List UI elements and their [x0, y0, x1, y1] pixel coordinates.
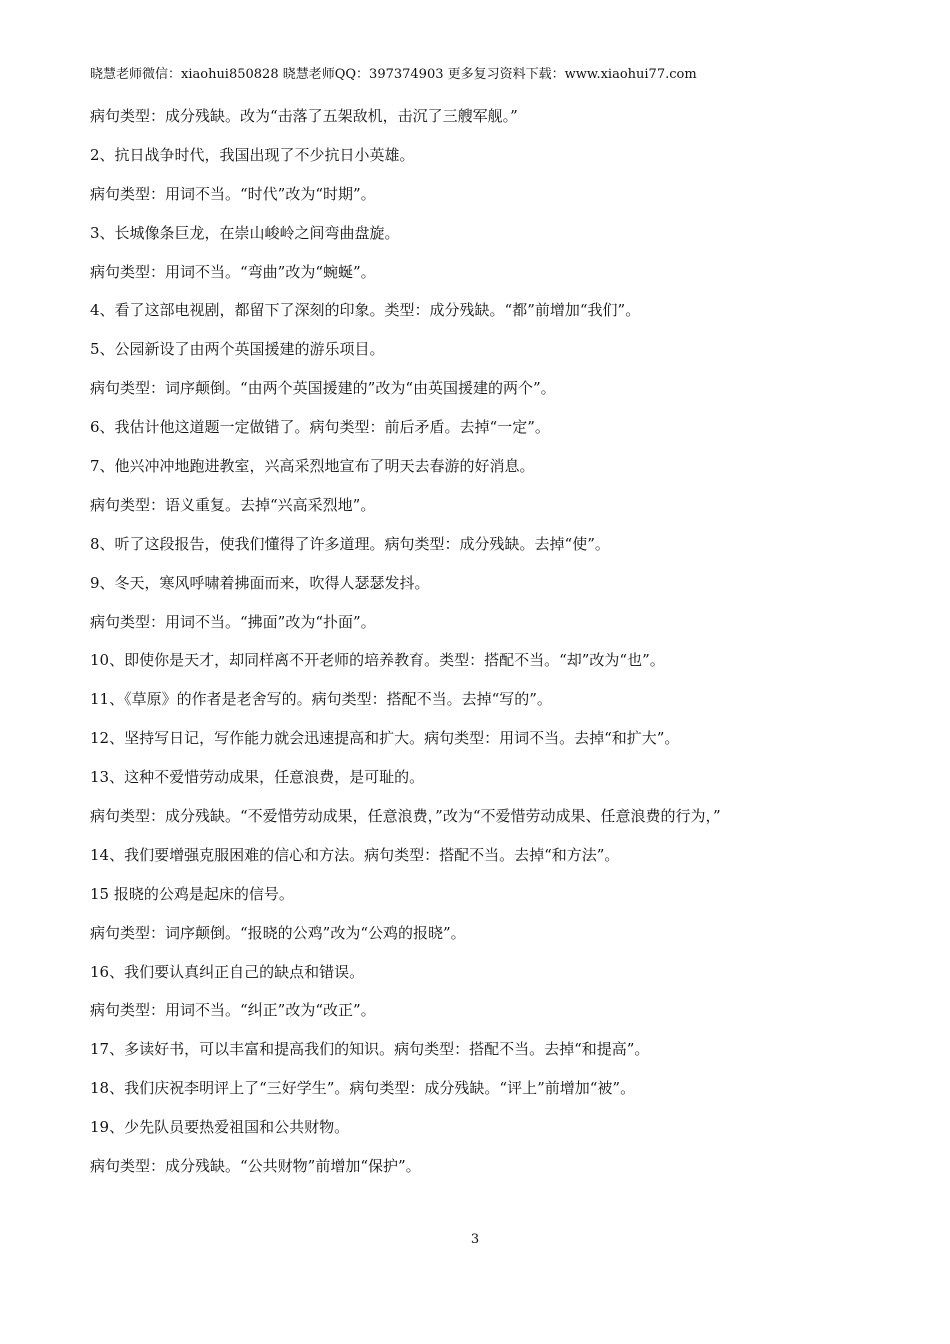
text-line: 10、即使你是天才，却同样离不开老师的培养教育。类型：搭配不当。“却”改为“也”。	[90, 651, 665, 670]
text-line: 病句类型：用词不当。“纠正”改为“改正”。	[90, 1001, 376, 1020]
text-line: 5、公园新设了由两个英国援建的游乐项目。	[90, 340, 385, 359]
text-line: 病句类型：用词不当。“时代”改为“时期”。	[90, 184, 376, 203]
text-line: 4、看了这部电视剧，都留下了深刻的印象。类型：成分残缺。“都”前增加“我们”。	[90, 301, 641, 320]
text-line: 14、我们要增强克服困难的信心和方法。病句类型：搭配不当。去掉“和方法”。	[90, 845, 620, 864]
page-header: 晓慧老师微信：xiaohui850828 晓慧老师QQ：397374903 更多复习资料下载：www.xiaohui77.com	[90, 67, 697, 82]
text-line: 12、坚持写日记，写作能力就会迅速提高和扩大。病句类型：用词不当。去掉“和扩大”。	[90, 729, 680, 748]
text-line: 病句类型：成分残缺。改为“击落了五架敌机，击沉了三艘军舰。”	[90, 107, 518, 125]
text-line: 2、抗日战争时代，我国出现了不少抗日小英雄。	[90, 145, 415, 164]
text-line: 病句类型：语义重复。去掉“兴高采烈地”。	[90, 495, 376, 514]
page-number: 3	[470, 1232, 480, 1247]
text-line: 6、我估计他这道题一定做错了。病句类型：前后矛盾。去掉“一定”。	[90, 418, 550, 437]
text-line: 病句类型：用词不当。“拂面”改为“扑面”。	[90, 612, 376, 631]
text-line: 7、他兴冲冲地跑进教室，兴高采烈地宣布了明天去春游的好消息。	[90, 457, 535, 476]
text-line: 16、我们要认真纠正自己的缺点和错误。	[90, 962, 365, 981]
document-body	[90, 104, 870, 1193]
text-line: 病句类型：词序颠倒。“报晓的公鸡”改为“公鸡的报晓”。	[90, 923, 466, 942]
text-line: 病句类型：成分残缺。“不爱惜劳动成果，任意浪费，”改为“不爱惜劳动成果、任意浪费的行为，”	[90, 807, 721, 826]
text-line: 病句类型：成分残缺。“公共财物”前增加“保护”。	[90, 1157, 421, 1176]
text-line: 3、长城像条巨龙，在崇山峻岭之间弯曲盘旋。	[90, 223, 400, 242]
text-line: 8、听了这段报告，使我们懂得了许多道理。病句类型：成分残缺。去掉“使”。	[90, 534, 610, 553]
text-line: 9、冬天，寒风呼啸着拂面而来，吹得人瑟瑟发抖。	[90, 573, 430, 592]
text-line: 15 报晓的公鸡是起床的信号。	[90, 884, 294, 903]
text-line: 19、少先队员要热爱祖国和公共财物。	[90, 1118, 350, 1137]
text-line: 17、多读好书，可以丰富和提高我们的知识。病句类型：搭配不当。去掉“和提高”。	[90, 1040, 650, 1059]
text-line: 13、这种不爱惜劳动成果，任意浪费，是可耻的。	[90, 768, 425, 787]
text-line: 病句类型：用词不当。“弯曲”改为“蜿蜒”。	[90, 262, 376, 281]
text-line: 11、《草原》的作者是老舍写的。病句类型：搭配不当。去掉“写的”。	[90, 690, 552, 709]
text-line: 18、我们庆祝李明评上了“三好学生”。病句类型：成分残缺。“评上”前增加“被”。	[90, 1079, 636, 1098]
text-line: 病句类型：词序颠倒。“由两个英国援建的”改为“由英国援建的两个”。	[90, 379, 556, 398]
